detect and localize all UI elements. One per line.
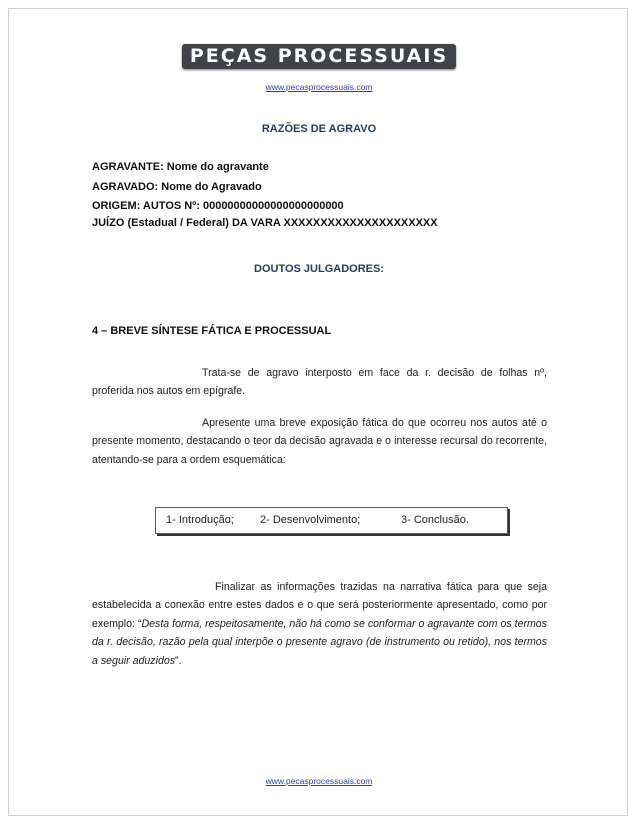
document-title: RAZÕES DE AGRAVO [261,123,377,135]
section-heading: 4 – BREVE SÍNTESE FÁTICA E PROCESSUAL [92,325,332,337]
party-juizo: JUÍZO (Estadual / Federal) DA VARA XXXXXXXXXXXXXXXXXXXXX [92,217,438,229]
outline-box [155,507,508,534]
paragraph-2 [92,414,547,469]
paragraph-1 [92,364,547,401]
brand-logo [0,44,638,69]
party-agravado: AGRAVADO: Nome do Agravado [92,181,262,193]
paragraph-3-example: Desta forma, respeitosamente, não há como se conformar o agravante com os termos da r. decisão, razão pela qual interpõe o presente agravo (de instrumento ou retido), nos termos a seguir aduzidos [92,617,547,667]
paragraph-3-text: Finalizar as informações trazidas na narrativa fática para que seja estabelecida a conexão entre estes dados e o que será posteriormente apresentado, como por exemplo: “ [92,581,547,630]
paragraph-1-text: Trata-se de agravo interposto em face da r. decisão de folhas nº, proferida nos autos em epígrafe. [92,367,547,398]
salutation: DOUTOS JULGADORES: [254,263,384,275]
paragraph-3 [92,578,547,670]
party-origem: ORIGEM: AUTOS Nº: 00000000000000000000000 [92,200,344,212]
outline-item-intro: 1- Introdução; [166,514,234,526]
logo-text: PEÇAS PROCESSUAIS [182,44,456,69]
paragraph-2-text: Apresente uma breve exposição fática do que ocorreu nos autos até o presente momento, destacando o teor da decisão agravada e o interesse recursal do recorrente, atentando-se para a ordem esquemática: [92,417,547,466]
paragraph-3-end: ”. [175,654,182,667]
footer-url-link[interactable]: www.pecasprocessuais.com [265,776,373,786]
outline-item-development: 2- Desenvolvimento; [260,514,361,526]
outline-item-conclusion: 3- Conclusão. [401,514,469,526]
header-url-link[interactable]: www.pecasprocessuais.com [265,82,373,92]
party-agravante: AGRAVANTE: Nome do agravante [92,161,269,173]
